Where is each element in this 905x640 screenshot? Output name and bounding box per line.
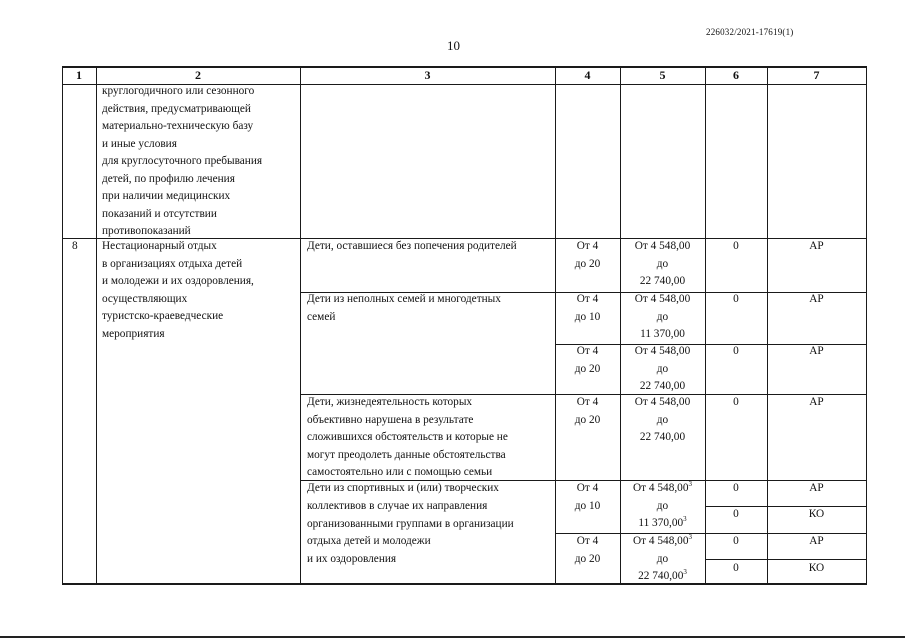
col-line-2	[300, 66, 301, 585]
document-code: 226032/2021-17619(1)	[706, 27, 794, 37]
age-range: От 4 до 10	[574, 293, 601, 323]
col7-value: АР	[809, 345, 824, 357]
category-text: Дети из неполных семей и многодетных семей	[307, 293, 501, 323]
col7-value: АР	[809, 293, 824, 305]
col7-value: АР	[809, 396, 824, 408]
col7-value: АР	[809, 535, 824, 547]
col-line-7	[866, 66, 867, 585]
col7-value: АР	[809, 482, 824, 494]
category-text: Дети, оставшиеся без попечения родителей	[307, 240, 517, 252]
footnote-marker: 3	[683, 515, 687, 524]
category-text: Дети, жизнедеятельность которых объективно нарушена в результате сложившихся обстоятельств и которые не могут преодолеть данные обстоятельства самостоятельно или с помощью семьи	[307, 396, 508, 478]
cost-range: От 4 548,00 до 22 740,00	[634, 345, 691, 392]
header-col-1: 1	[76, 68, 82, 82]
age-range: От 4 до 20	[574, 396, 601, 426]
row-number: 8	[72, 240, 78, 252]
footnote-marker: 3	[688, 480, 692, 489]
age-range: От 4 до 20	[574, 240, 601, 270]
cost-range: От 4 548,00 до 22 740,00	[634, 396, 691, 443]
col6-value: 0	[733, 562, 739, 574]
header-col-3: 3	[424, 68, 431, 82]
cost-to-word: до	[656, 499, 669, 512]
age-range: От 4 до 20	[574, 535, 601, 565]
header-col-6: 6	[733, 68, 739, 82]
col-line-0	[62, 66, 63, 585]
col6-value: 0	[733, 240, 739, 252]
header-col-2: 2	[195, 68, 201, 82]
age-range: От 4 до 10	[574, 482, 601, 512]
col7-value: КО	[808, 508, 825, 520]
col6-value: 0	[733, 293, 739, 305]
cost-range: От 4 548,00 до 22 740,00	[634, 240, 691, 287]
continuation-service-text: круглогодичного или сезонного действия, предусматривающей материально-техническую базу и иные условия для круглосуточного пребывания детей, по профилю лечения при наличии медицинских показаний и отсутствии противопоказаний	[102, 85, 263, 237]
page-number: 10	[447, 38, 460, 53]
table-bottom-border	[62, 583, 867, 585]
footnote-marker: 3	[688, 533, 692, 542]
cost-range: От 4 548,00 до 11 370,00	[634, 293, 691, 340]
col-line-1	[96, 66, 97, 585]
cost-from: От 4 548,00	[633, 482, 689, 494]
footnote-marker: 3	[683, 568, 687, 577]
cost-range	[620, 533, 705, 586]
cost-to: 22 740,00	[638, 570, 684, 582]
cost-from: От 4 548,00	[633, 535, 689, 547]
header-col-5: 5	[659, 68, 666, 82]
col6-value: 0	[733, 508, 739, 520]
service-name: Нестационарный отдых в организациях отдыха детей и молодежи и их оздоровления, осуществляющих туристско-краеведческие мероприятия	[102, 240, 254, 340]
col6-value: 0	[733, 535, 739, 547]
col6-value: 0	[733, 345, 739, 357]
scan-edge-line	[0, 636, 905, 638]
age-range: От 4 до 20	[574, 345, 601, 375]
cost-to-word: до	[656, 552, 669, 565]
col6-value: 0	[733, 482, 739, 494]
category-text: Дети из спортивных и (или) творческих коллективов в случае их направления организованными группами в организации отдыха детей и молодежи и их оздоровления	[307, 482, 514, 566]
col7-value: АР	[809, 240, 824, 252]
cost-range	[620, 480, 705, 533]
services-table	[62, 66, 867, 585]
col6-value: 0	[733, 396, 739, 408]
header-col-7: 7	[813, 68, 820, 82]
cost-to: 11 370,00	[638, 517, 684, 529]
col7-value: КО	[808, 562, 825, 574]
header-col-4: 4	[584, 68, 591, 82]
